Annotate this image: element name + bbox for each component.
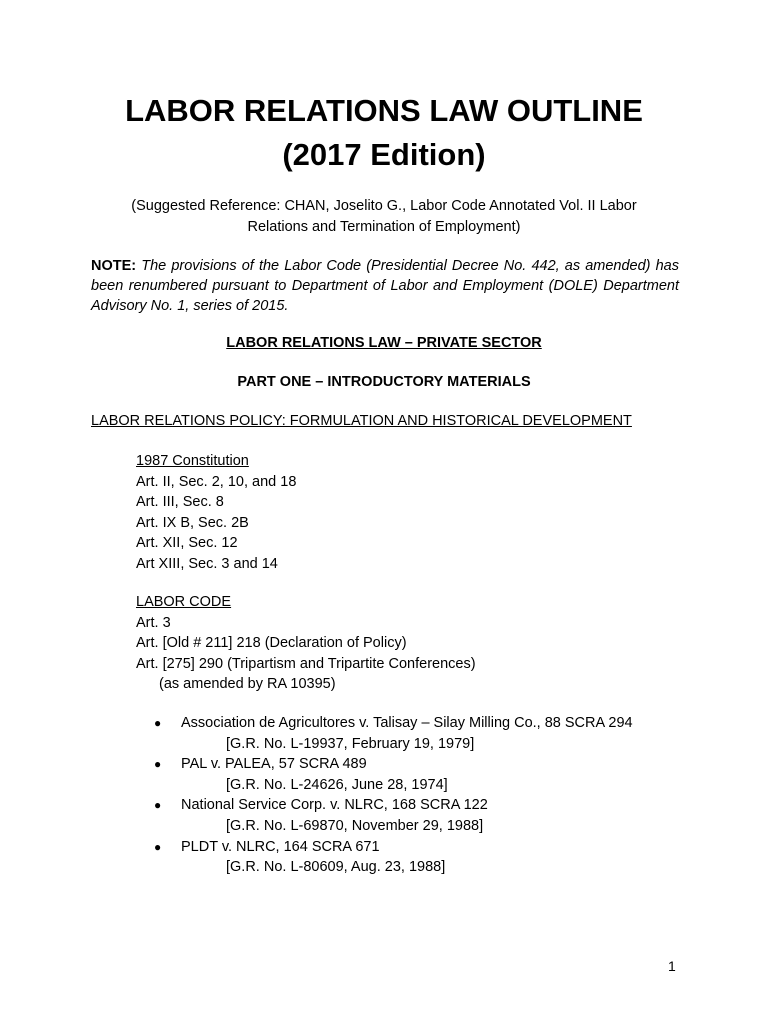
labor-code-section	[136, 592, 476, 695]
labor-code-amendment: (as amended by RA 10395)	[159, 676, 336, 693]
note-text: The provisions of the Labor Code (Presidential Decree No. 442, as amended) has been renumbered pursuant to Department of Labor and Employment (DOLE) Department Advisory No. 1, series of 2015.	[91, 258, 679, 314]
constitution-item: Art. IX B, Sec. 2B	[136, 514, 249, 531]
constitution-item: Art. XII, Sec. 12	[136, 535, 238, 552]
list-item	[154, 713, 633, 754]
case-name: National Service Corp. v. NLRC, 168 SCRA 122	[181, 797, 488, 814]
heading-private-sector: LABOR RELATIONS LAW – PRIVATE SECTOR	[226, 335, 542, 351]
bullet-icon: ●	[154, 839, 162, 854]
case-name: PAL v. PALEA, 57 SCRA 489	[181, 756, 367, 773]
case-citation: [G.R. No. L-19937, February 19, 1979]	[226, 735, 475, 752]
labor-code-title: LABOR CODE	[136, 594, 232, 610]
heading-policy: LABOR RELATIONS POLICY: FORMULATION AND HISTORICAL DEVELOPMENT	[91, 413, 632, 429]
document-edition: (2017 Edition)	[282, 137, 486, 172]
document-title: LABOR RELATIONS LAW OUTLINE	[125, 93, 643, 128]
page-number: 1	[668, 958, 676, 974]
labor-code-item: Art. 3	[136, 614, 171, 631]
note-label: NOTE:	[91, 258, 137, 274]
case-citation: [G.R. No. L-24626, June 28, 1974]	[226, 776, 448, 793]
constitution-title: 1987 Constitution	[136, 453, 249, 469]
list-item	[154, 837, 633, 878]
suggested-reference	[100, 196, 668, 238]
list-item	[154, 754, 633, 795]
labor-code-item: Art. [Old # 211] 218 (Declaration of Policy)	[136, 635, 407, 652]
bullet-icon: ●	[154, 798, 162, 813]
bullet-icon: ●	[154, 716, 162, 730]
reference-line-1: (Suggested Reference: CHAN, Joselito G., Labor Code Annotated Vol. II Labor	[131, 198, 637, 214]
constitution-item: Art. III, Sec. 8	[136, 494, 224, 511]
case-name: PLDT v. NLRC, 164 SCRA 671	[181, 838, 380, 855]
constitution-item: Art XIII, Sec. 3 and 14	[136, 555, 278, 572]
case-citation: [G.R. No. L-80609, Aug. 23, 1988]	[226, 859, 446, 876]
constitution-section	[136, 451, 296, 575]
bullet-icon: ●	[154, 757, 162, 772]
labor-code-item: Art. [275] 290 (Tripartism and Tripartite Conferences)	[136, 655, 476, 672]
reference-line-2: Relations and Termination of Employment)	[247, 219, 521, 235]
list-item	[154, 795, 633, 836]
case-list	[154, 713, 633, 878]
note-paragraph	[91, 256, 679, 316]
constitution-item: Art. II, Sec. 2, 10, and 18	[136, 473, 297, 490]
heading-part-one: PART ONE – INTRODUCTORY MATERIALS	[237, 374, 531, 390]
case-citation: [G.R. No. L-69870, November 29, 1988]	[226, 817, 484, 834]
case-name: Association de Agricultores v. Talisay – Silay Milling Co., 88 SCRA 294	[181, 715, 633, 731]
